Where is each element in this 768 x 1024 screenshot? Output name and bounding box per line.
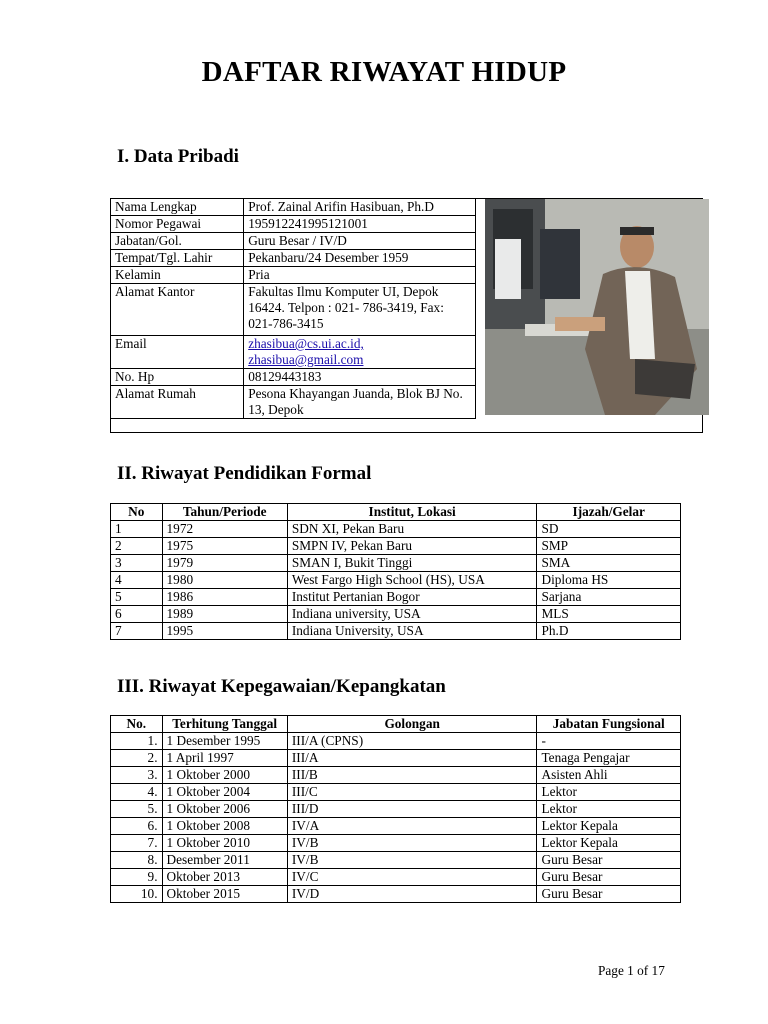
table-cell: 3.	[111, 767, 163, 784]
field-label: Tempat/Tgl. Lahir	[111, 250, 244, 267]
personal-data-row	[111, 250, 476, 267]
document-title: DAFTAR RIWAYAT HIDUP	[201, 56, 567, 88]
table-cell: Asisten Ahli	[537, 767, 681, 784]
field-value: Pesona Khayangan Juanda, Blok BJ No. 13, Depok	[244, 386, 476, 419]
table-cell: 1995	[162, 623, 287, 640]
table-cell: IV/B	[287, 835, 537, 852]
personal-data-row	[111, 233, 476, 250]
table-cell: 9.	[111, 869, 163, 886]
table-row	[111, 589, 681, 606]
field-value: Fakultas Ilmu Komputer UI, Depok 16424. Telpon : 021- 786-3419, Fax: 021-786-3415	[244, 284, 476, 336]
email-value	[244, 336, 476, 369]
table-cell: Tenaga Pengajar	[537, 750, 681, 767]
table-cell: Ph.D	[537, 623, 681, 640]
field-label: Email	[111, 336, 244, 369]
table-cell: III/D	[287, 801, 537, 818]
field-label: Alamat Kantor	[111, 284, 244, 336]
personal-data-row	[111, 284, 476, 336]
field-label: Nama Lengkap	[111, 199, 244, 216]
table-cell: Oktober 2015	[162, 886, 287, 903]
table-cell: 1975	[162, 538, 287, 555]
table-row	[111, 623, 681, 640]
table-cell: Desember 2011	[162, 852, 287, 869]
table-cell: 1 Oktober 2004	[162, 784, 287, 801]
personal-data-row	[111, 369, 476, 386]
field-value: Prof. Zainal Arifin Hasibuan, Ph.D	[244, 199, 476, 216]
personal-data-table	[110, 198, 476, 419]
table-cell: Indiana University, USA	[287, 623, 537, 640]
table-row	[111, 784, 681, 801]
table-cell: Guru Besar	[537, 869, 681, 886]
table-row	[111, 886, 681, 903]
personal-data-row	[111, 267, 476, 284]
table-cell: 1980	[162, 572, 287, 589]
column-header: Terhitung Tanggal	[162, 716, 287, 733]
table-cell: Lektor Kepala	[537, 818, 681, 835]
profile-photo	[485, 199, 709, 415]
field-value: 195912241995121001	[244, 216, 476, 233]
table-cell: 1 Oktober 2010	[162, 835, 287, 852]
table-cell: SMA	[537, 555, 681, 572]
section-heading-data-pribadi: I. Data Pribadi	[117, 146, 239, 167]
column-header: No	[111, 504, 163, 521]
table-cell: 5.	[111, 801, 163, 818]
table-cell: Indiana university, USA	[287, 606, 537, 623]
field-value: Pria	[244, 267, 476, 284]
table-row	[111, 750, 681, 767]
table-row	[111, 835, 681, 852]
table-cell: SDN XI, Pekan Baru	[287, 521, 537, 538]
table-cell: 7	[111, 623, 163, 640]
field-label: Jabatan/Gol.	[111, 233, 244, 250]
table-cell: 1 April 1997	[162, 750, 287, 767]
table-cell: III/A	[287, 750, 537, 767]
table-cell: 1986	[162, 589, 287, 606]
field-label: Alamat Rumah	[111, 386, 244, 419]
table-cell: 1 Oktober 2008	[162, 818, 287, 835]
table-cell: Guru Besar	[537, 886, 681, 903]
table-cell: IV/C	[287, 869, 537, 886]
table-cell: 2.	[111, 750, 163, 767]
table-cell: 3	[111, 555, 163, 572]
table-cell: 1972	[162, 521, 287, 538]
table-cell: III/B	[287, 767, 537, 784]
email-link[interactable]: zhasibua@gmail.com	[248, 352, 364, 367]
table-cell: 6.	[111, 818, 163, 835]
column-header: Institut, Lokasi	[287, 504, 537, 521]
table-cell: 1.	[111, 733, 163, 750]
column-header: Jabatan Fungsional	[537, 716, 681, 733]
table-cell: Diploma HS	[537, 572, 681, 589]
table-row	[111, 852, 681, 869]
table-cell: 2	[111, 538, 163, 555]
personal-data-row	[111, 386, 476, 419]
table-cell: 1 Desember 1995	[162, 733, 287, 750]
table-cell: IV/D	[287, 886, 537, 903]
personal-data-row	[111, 336, 476, 369]
table-cell: 4.	[111, 784, 163, 801]
table-cell: Lektor	[537, 801, 681, 818]
table-cell: 1979	[162, 555, 287, 572]
personal-data-row	[111, 216, 476, 233]
column-header: Tahun/Periode	[162, 504, 287, 521]
table-cell: IV/A	[287, 818, 537, 835]
table-cell: Lektor	[537, 784, 681, 801]
table-cell: SMPN IV, Pekan Baru	[287, 538, 537, 555]
table-row	[111, 869, 681, 886]
field-value: Guru Besar / IV/D	[244, 233, 476, 250]
table-cell: SMP	[537, 538, 681, 555]
table-cell: Lektor Kepala	[537, 835, 681, 852]
table-cell: Guru Besar	[537, 852, 681, 869]
table-row	[111, 538, 681, 555]
field-label: No. Hp	[111, 369, 244, 386]
table-cell: 6	[111, 606, 163, 623]
table-cell: SMAN I, Bukit Tinggi	[287, 555, 537, 572]
table-cell: 4	[111, 572, 163, 589]
table-cell: Oktober 2013	[162, 869, 287, 886]
table-cell: Sarjana	[537, 589, 681, 606]
section-heading-pendidikan: II. Riwayat Pendidikan Formal	[117, 463, 372, 484]
personal-data-row	[111, 199, 476, 216]
page-number: Page 1 of 17	[598, 963, 665, 978]
table-cell: 1	[111, 521, 163, 538]
table-row	[111, 555, 681, 572]
table-cell: 1 Oktober 2000	[162, 767, 287, 784]
table-cell: III/C	[287, 784, 537, 801]
table-row	[111, 767, 681, 784]
table-row	[111, 606, 681, 623]
table-cell: 10.	[111, 886, 163, 903]
column-header: Ijazah/Gelar	[537, 504, 681, 521]
table-row	[111, 572, 681, 589]
table-cell: SD	[537, 521, 681, 538]
table-row	[111, 801, 681, 818]
table-cell: 1989	[162, 606, 287, 623]
table-cell: 7.	[111, 835, 163, 852]
table-cell: Institut Pertanian Bogor	[287, 589, 537, 606]
education-table	[110, 503, 681, 640]
table-row	[111, 521, 681, 538]
field-label: Nomor Pegawai	[111, 216, 244, 233]
field-value: Pekanbaru/24 Desember 1959	[244, 250, 476, 267]
table-cell: 5	[111, 589, 163, 606]
table-cell: IV/B	[287, 852, 537, 869]
table-cell: III/A (CPNS)	[287, 733, 537, 750]
email-link[interactable]: zhasibua@cs.ui.ac.id,	[248, 336, 364, 351]
employment-table	[110, 715, 681, 903]
table-cell: West Fargo High School (HS), USA	[287, 572, 537, 589]
profile-photo-illustration	[485, 199, 709, 415]
table-row	[111, 733, 681, 750]
table-cell: -	[537, 733, 681, 750]
field-value: 08129443183	[244, 369, 476, 386]
column-header: Golongan	[287, 716, 537, 733]
column-header: No.	[111, 716, 163, 733]
table-cell: 8.	[111, 852, 163, 869]
table-row	[111, 818, 681, 835]
table-cell: MLS	[537, 606, 681, 623]
section-heading-kepegawaian: III. Riwayat Kepegawaian/Kepangkatan	[117, 676, 446, 697]
field-label: Kelamin	[111, 267, 244, 284]
table-cell: 1 Oktober 2006	[162, 801, 287, 818]
